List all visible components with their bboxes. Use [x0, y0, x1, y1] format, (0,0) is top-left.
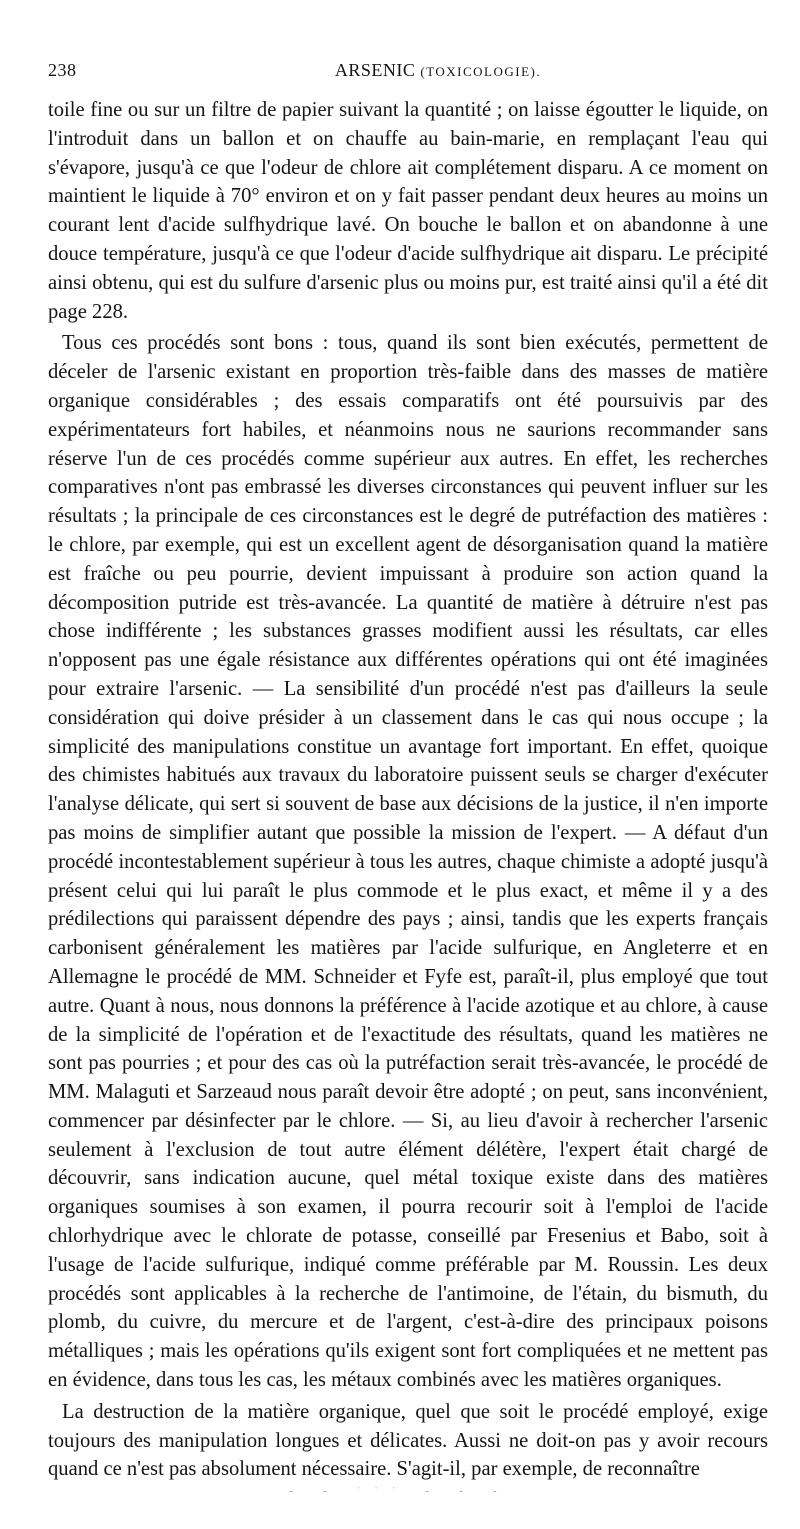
running-title-subtitle: (TOXICOLOGIE). — [420, 64, 542, 79]
paragraph-continued: toile fine ou sur un filtre de papier suivant la quantité ; on laisse égoutter le liquide, on l'introduit dans un ballon et on chauffe au bain-marie, en remplaçant l'eau qui s'évapore, jusqu'à ce que l'odeur de chlore ait complétement disparu. A ce moment on maintient le liquide à 70° environ et on y fait passer pendant deux heures au moins un courant lent d'acide sulfhydrique lavé. On bouche le ballon et on abandonne à une douce température, jusqu'à ce que l'odeur d'acide sulfhydrique ait disparu. Le précipité ainsi obtenu, qui est du sulfure d'arsenic plus ou moins pur, est traité ainsi qu'il a été dit page 228. — [48, 99, 768, 323]
footer-scan-marks: - - ˈˈˈ - - - — [289, 1486, 511, 1497]
paragraph-methods-comparison: Tous ces procédés sont bons : tous, quand ils sont bien exécutés, permettent de déceler de l'arsenic existant en proportion très-faible dans des masses de matière organique considérables ; des essais comparatifs ont été poursuivis par des expérimentateurs fort habiles, et néanmoins nous ne saurions recommander sans réserve l'un de ces procédés comme supérieur aux autres. En effet, les recherches comparatives n'ont pas embrassé les diverses circonstances qui peuvent influer sur les résultats ; la principale de ces circonstances est le degré de putréfaction des matières : le chlore, par exemple, qui est un excellent agent de désorganisation quand la matière est fraîche ou peu pourrie, devient impuissant à produire son action quand la décomposition putride est très-avancée. La quantité de matière à détruire n'est pas chose indifférente ; les substances grasses modifient aussi les résultats, car elles n'opposent pas une égale résistance aux différentes opérations qui ont été imaginées pour extraire l'arsenic. — La sensibilité d'un procédé n'est pas d'ailleurs la seule considération qui doive présider à un classement dans le cas qui nous occupe ; la simplicité des manipulations constitue un avantage fort important. En effet, quoique des chimistes habitués aux travaux du laboratoire puissent seuls se charger d'exécuter l'analyse délicate, qui sert si souvent de base aux décisions de la justice, il n'en importe pas moins de simplifier autant que possible la mission de l'expert. — A défaut d'un procédé incontestablement supérieur à tous les autres, chaque chimiste a adopté jusqu'à présent celui qui lui paraît le plus commode et le plus exact, et même il y a des prédilections qui paraissent dépendre des pays ; ainsi, tandis que les experts français carbonisent généralement les matières par l'acide sulfurique, en Angleterre et en Allemagne le procédé de MM. Schneider et Fyfe est, paraît-il, plus employé que tout autre. Quant à nous, nous donnons la préférence à l'acide azotique et au chlore, à cause de la simplicité de l'opération et de l'exactitude des résultats, quand les matières ne sont pas pourries ; et pour des cas où la putréfaction serait très-avancée, le procédé de MM. Malaguti et Sarzeaud nous paraît devoir être adopté ; on peut, sans inconvénient, commencer par désinfecter par le chlore. — Si, au lieu d'avoir à rechercher l'arsenic seulement à l'exclusion de tout autre élément délétère, l'expert était chargé de découvrir, sans indication aucune, quel métal toxique existe dans des matières organiques soumises à son examen, il pourra recourir soit à l'emploi de l'acide chlorhydrique avec le chlorate de potasse, conseillé par Fresenius et Babo, soit à l'usage de l'acide sulfurique, indiqué comme préférable par M. Roussin. Les deux procédés sont applicables à la recherche de l'antimoine, de l'étain, du bismuth, du plomb, du cuivre, du mercure et de l'argent, c'est-à-dire des principaux poisons métalliques ; mais les opérations qu'ils exigent sont fort compliquées et ne mettent pas en évidence, dans tous les cas, les métaux combinés avec les matières organiques. — [48, 332, 768, 1392]
running-title-main: ARSENIC — [334, 60, 416, 80]
paragraph-destruction: La destruction de la matière organique, quel que soit le procédé employé, exige toujours des manipulation longues et délicates. Aussi ne doit-on pas y avoir recours quand ce n'est pas absolument nécessaire. S'agit-il, par exemple, de reconnaître — [48, 1400, 768, 1481]
page-number: 238 — [48, 60, 77, 80]
body-text — [48, 96, 768, 1484]
running-title — [48, 60, 768, 81]
running-head — [48, 60, 768, 96]
